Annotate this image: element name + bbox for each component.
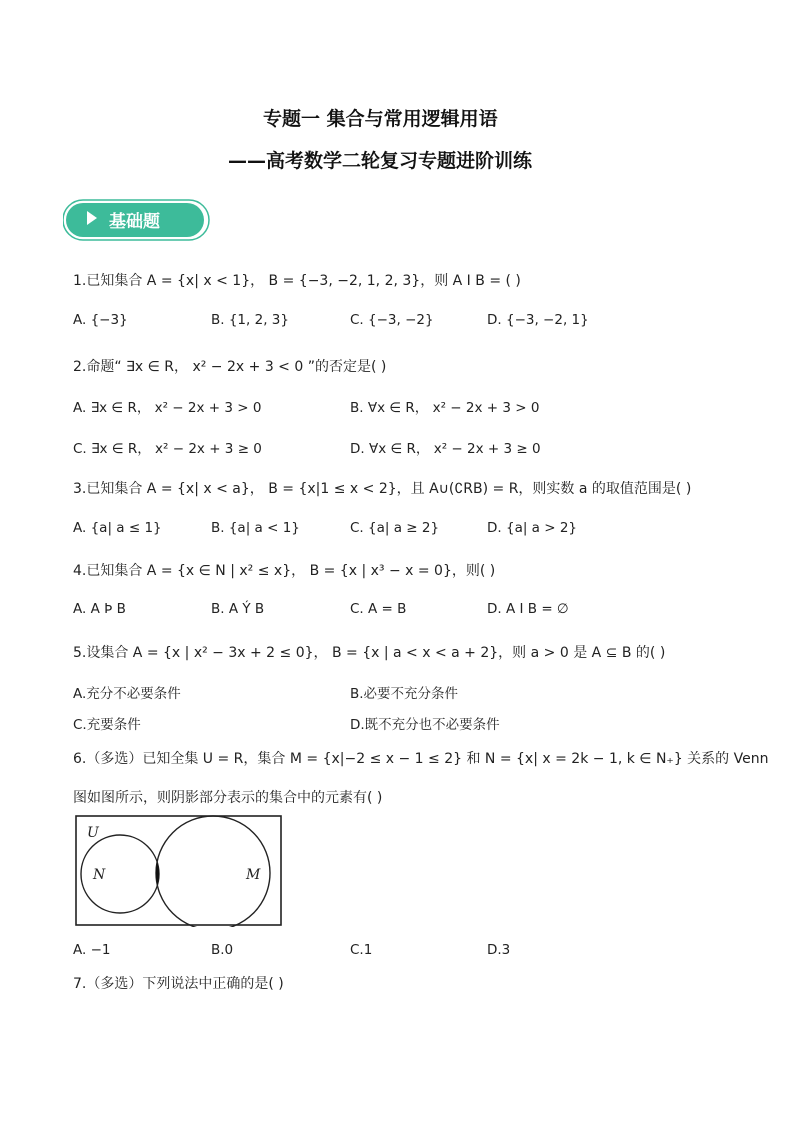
section-badge-label: 基础题 — [109, 212, 160, 232]
page-title: 专题一 集合与常用逻辑用语 — [263, 108, 498, 130]
q5-option-b: B.必要不充分条件 — [350, 686, 459, 702]
q1-option-b: B. {1, 2, 3} — [211, 312, 289, 328]
question-4-stem: 4.已知集合 A = {x ∈ N | x² ≤ x}， B = {x | x³ − x = 0}，则( ) — [73, 563, 496, 579]
question-3-stem: 3.已知集合 A = {x| x < a}， B = {x|1 ≤ x < 2}，且 A∪(∁RB) = R，则实数 a 的取值范围是( ) — [73, 481, 692, 497]
q1-option-d: D. {−3, −2, 1} — [487, 312, 589, 328]
q5-option-a: A.充分不必要条件 — [73, 686, 181, 702]
section-badge — [63, 198, 209, 238]
q4-option-d: D. A I B = ∅ — [487, 601, 569, 617]
q4-option-a: A. A Þ B — [73, 601, 126, 617]
page-subtitle: ——高考数学二轮复习专题进阶训练 — [228, 150, 533, 172]
question-6-stem-line2: 图如图所示，则阴影部分表示的集合中的元素有( ) — [73, 790, 383, 806]
play-icon — [85, 210, 99, 226]
q6-option-b: B.0 — [211, 942, 234, 958]
q5-option-d: D.既不充分也不必要条件 — [350, 717, 500, 733]
q2-option-b: B. ∀x ∈ R， x² − 2x + 3 > 0 — [350, 400, 540, 416]
q1-option-a: A. {−3} — [73, 312, 128, 328]
q6-option-d: D.3 — [487, 942, 511, 958]
q1-option-c: C. {−3, −2} — [350, 312, 434, 328]
label-n: N — [93, 867, 106, 883]
q5-option-c: C.充要条件 — [73, 717, 141, 733]
question-1-stem: 1.已知集合 A = {x| x < 1}， B = {−3, −2, 1, 2, 3}，则 A I B = ( ) — [73, 273, 521, 289]
q4-option-b: B. A Ý B — [211, 601, 265, 617]
q6-option-c: C.1 — [350, 942, 373, 958]
q3-option-c: C. {a| a ≥ 2} — [350, 520, 440, 536]
q3-option-a: A. {a| a ≤ 1} — [73, 520, 162, 536]
q3-option-d: D. {a| a > 2} — [487, 520, 578, 536]
q2-option-d: D. ∀x ∈ R， x² − 2x + 3 ≥ 0 — [350, 441, 541, 457]
question-2-stem: 2.命题“ ∃x ∈ R， x² − 2x + 3 < 0 ”的否定是( ) — [73, 359, 387, 375]
q3-option-b: B. {a| a < 1} — [211, 520, 300, 536]
question-5-stem: 5.设集合 A = {x | x² − 3x + 2 ≤ 0}， B = {x | a < x < a + 2}，则 a > 0 是 A ⊆ B 的( ) — [73, 645, 666, 661]
question-7-stem: 7.（多选）下列说法中正确的是( ) — [73, 976, 284, 992]
q6-option-a: A. −1 — [73, 942, 111, 958]
venn-diagram — [75, 815, 283, 927]
label-u: U — [87, 825, 99, 841]
question-6-stem: 6.（多选）已知全集 U = R，集合 M = {x|−2 ≤ x − 1 ≤ 2} 和 N = {x| x = 2k − 1, k ∈ N₊} 关系的 Venn — [73, 751, 769, 767]
label-m: M — [246, 867, 261, 883]
q2-option-c: C. ∃x ∈ R， x² − 2x + 3 ≥ 0 — [73, 441, 262, 457]
q2-option-a: A. ∃x ∈ R， x² − 2x + 3 > 0 — [73, 400, 262, 416]
q4-option-c: C. A = B — [350, 601, 407, 617]
